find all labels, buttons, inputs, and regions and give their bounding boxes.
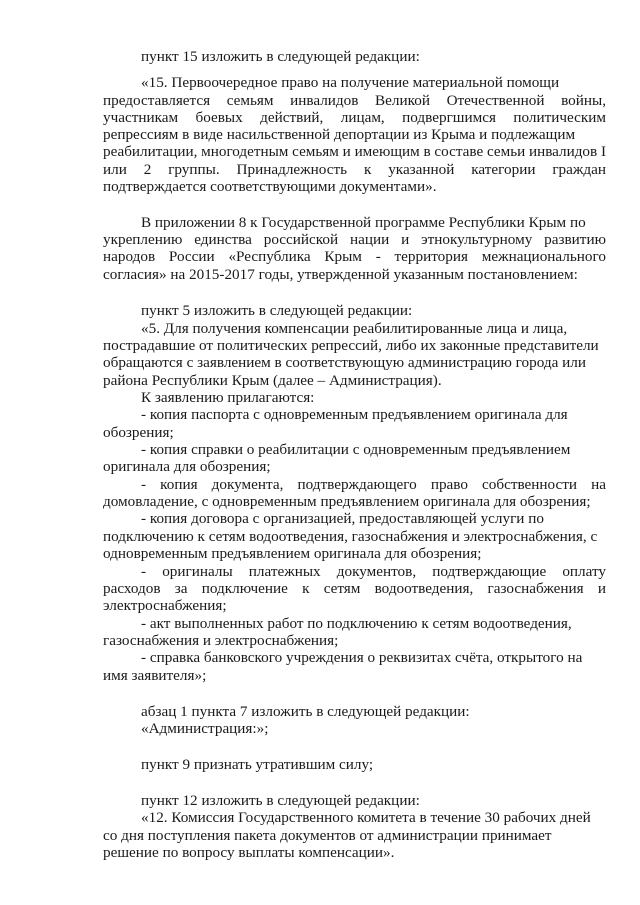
text-line: электроснабжения; (103, 597, 227, 614)
word: укреплению (103, 231, 183, 248)
word: подвергшимся (402, 109, 496, 126)
word: «Республика (228, 248, 311, 265)
word: Крым (324, 248, 362, 265)
word: - (375, 248, 381, 265)
word: документов, (336, 563, 417, 580)
text-line: реабилитации, многодетным семьям и имеющим в составе семьи инвалидов I (103, 143, 607, 160)
text-line: обозрения; (103, 424, 174, 441)
list-item (141, 476, 606, 493)
word: единства (194, 231, 252, 248)
word: семьям (226, 92, 274, 109)
word: этнокультурному (421, 231, 533, 248)
text-line: обращаются с заявлением в соответствующую администрацию города или (103, 354, 586, 371)
word: народов (103, 248, 156, 265)
word: газоснабжения (487, 580, 584, 597)
word: сетям (323, 580, 361, 597)
word: подтверждающие (432, 563, 547, 580)
text-line: подключению к сетям водоотведения, газоснабжения и электроснабжения, с (103, 528, 598, 545)
word: документа, (211, 476, 284, 493)
word: категории (471, 161, 536, 178)
text-line: домовладение, с одновременным предъявлением оригинала для обозрения; (103, 493, 591, 510)
paragraph-heading: пункт 15 изложить в следующей редакции: (141, 48, 420, 65)
text-line: В приложении 8 к Государственной программе Республики Крым по (141, 214, 586, 231)
text-line: «5. Для получения компенсации реабилитированные лица и лица, (141, 320, 568, 337)
paragraph-heading: пункт 9 признать утратившим силу; (141, 756, 374, 773)
list-item: - копия паспорта с одновременным предъявлением оригинала для (141, 406, 568, 423)
word: Великой (375, 92, 430, 109)
word: или (103, 161, 127, 178)
word: 2 (143, 161, 152, 178)
text-line (103, 231, 606, 248)
paragraph-heading: пункт 12 изложить в следующей редакции: (141, 792, 420, 809)
list-item: - акт выполненных работ по подключению к сетям водоотведения, (141, 615, 572, 632)
word: граждан (552, 161, 606, 178)
text-line (103, 92, 606, 109)
text-line: газоснабжения и электроснабжения; (103, 632, 339, 649)
text-line: «15. Первоочередное право на получение материальной помощи (141, 74, 560, 91)
word: нации (349, 231, 390, 248)
word: боевых (195, 109, 243, 126)
paragraph-heading: пункт 5 изложить в следующей редакции: (141, 302, 413, 319)
word: действий, (260, 109, 324, 126)
word: право (430, 476, 468, 493)
word: оригиналы (162, 563, 233, 580)
text-line: подтверждается соответствующими документами». (103, 178, 437, 195)
word: группы. (168, 161, 220, 178)
word: территория (394, 248, 468, 265)
word: водоотведения, (374, 580, 474, 597)
list-item: - справка банковского учреждения о реквизитах счёта, открытого на (141, 649, 583, 666)
word: подтверждающего (297, 476, 417, 493)
word: политическим (513, 109, 606, 126)
text-line: «12. Комиссия Государственного комитета в течение 30 рабочих дней (141, 809, 591, 826)
word: - (141, 563, 147, 580)
word: на (591, 476, 606, 493)
text-line: одновременным предъявлением оригинала для обозрения; (103, 545, 482, 562)
word: собственности (482, 476, 578, 493)
word: межнационального (481, 248, 606, 265)
text-line: репрессиям в виде насильственной депортации из Крыма и подлежащим (103, 126, 576, 143)
text-line: имя заявителя»; (103, 667, 207, 684)
word: Принадлежность (236, 161, 348, 178)
word: оплату (562, 563, 606, 580)
word: платежных (248, 563, 321, 580)
text-line: пострадавшие от политических репрессий, либо их законные представители (103, 337, 599, 354)
text-line: К заявлению прилагаются: (141, 389, 315, 406)
word: развитию (544, 231, 606, 248)
text-line (103, 161, 606, 178)
word: России (168, 248, 215, 265)
word: войны, (561, 92, 606, 109)
word: к (363, 161, 372, 178)
word: подключение (201, 580, 288, 597)
text-line (103, 248, 606, 265)
word: - (141, 476, 147, 493)
list-item: - копия справки о реабилитации с одновременным предъявлением (141, 441, 571, 458)
word: за (174, 580, 188, 597)
text-line: со дня поступления пакета документов от администрации принимает (103, 827, 552, 844)
list-item: - копия договора с организацией, предоставляющей услуги по (141, 510, 544, 527)
text-line (103, 580, 606, 597)
word: российской (263, 231, 339, 248)
word: предоставляется (103, 92, 211, 109)
text-line: района Республики Крым (далее – Администрация). (103, 372, 442, 389)
word: расходов (103, 580, 161, 597)
word: Отечественной (446, 92, 545, 109)
text-line: «Администрация:»; (141, 720, 269, 737)
paragraph-heading: абзац 1 пункта 7 изложить в следующей редакции: (141, 703, 470, 720)
text-line: согласия» на 2015-2017 годы, утвержденной указанным постановлением: (103, 266, 578, 283)
list-item (141, 563, 606, 580)
word: инвалидов (290, 92, 359, 109)
word: копия (160, 476, 198, 493)
text-line: оригинала для обозрения; (103, 458, 271, 475)
word: участникам (103, 109, 179, 126)
word: и (401, 231, 410, 248)
text-line: решение по вопросу выплаты компенсации». (103, 844, 395, 861)
word: лицам, (340, 109, 385, 126)
word: указанной (388, 161, 455, 178)
word: к (302, 580, 310, 597)
word: и (597, 580, 606, 597)
text-line (103, 109, 606, 126)
